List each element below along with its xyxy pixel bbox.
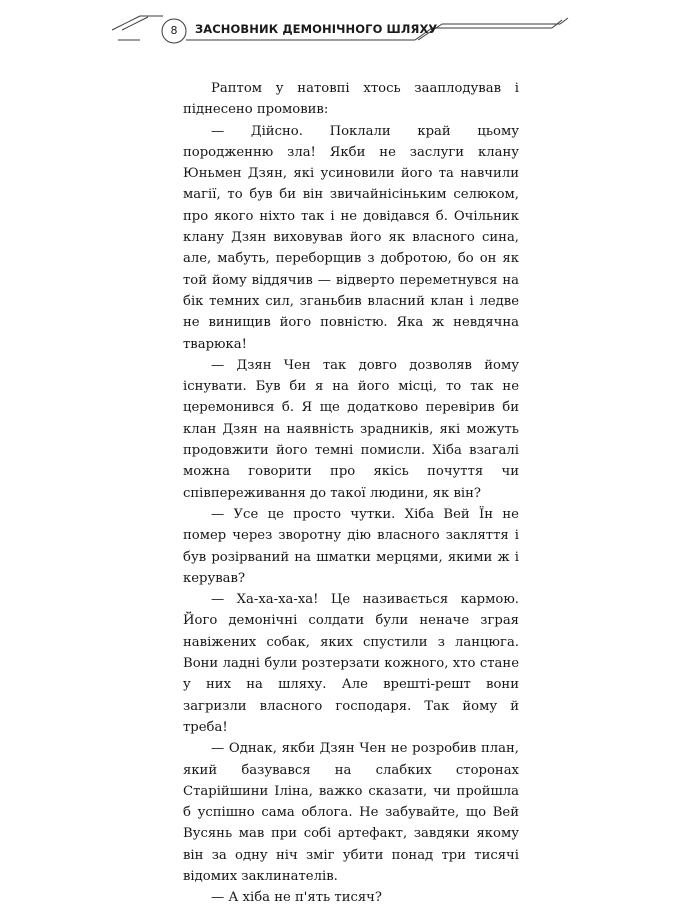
paragraph: — Дзян Чен так довго дозволяв йому існувати. Був би я на його місці, то так не церемонився б. Я ще додатково перевірив би клан Дзян на наявність зрадників, які можуть продовжити його темні помисли. Хіба взагалі можна говорити про якісь почуття чи співпереживання до такої людини, як він?	[183, 357, 519, 501]
paragraph: Раптом у натовпі хтось зааплодував і піднесено промовив:	[183, 81, 519, 118]
page-number: 8	[170, 24, 178, 37]
paragraph: — А хіба не п'ять тисяч?	[211, 890, 382, 906]
paragraph: — Ха-ха-ха-ха! Це називається кармою. Його демонічні солдати були неначе зграя навіжених собак, яких спустили з ланцюга. Вони ладні були розтерзати кожного, хто стане у них на шляху. Але врешті-решт вони загризли власного господаря. Так йому й треба!	[183, 592, 519, 735]
book-title: ЗАСНОВНИК ДЕМОНІЧНОГО ШЛЯХУ	[195, 22, 438, 36]
page-body	[183, 78, 519, 909]
paragraph: — Однак, якби Дзян Чен не розробив план, який базувався на слабких сторонах Старійшини Іліна, важко сказати, чи пройшла б успішно сама облога. Не забувайте, що Вей Вусянь мав при собі артефакт, завдяки якому він за одну ніч зміг убити понад три тисячі відомих заклинателів.	[183, 741, 519, 884]
paragraph: — Усе це просто чутки. Хіба Вей Їн не помер через зворотну дію власного закляття і був розірваний на шматки мерцями, якими ж і керував?	[183, 506, 519, 586]
paragraph: — Дійсно. Поклали край цьому породженню зла! Якби не заслуги клану Юньмен Дзян, які усиновили його та навчили магії, то був би він звичайнісіньким селюком, про якого ніхто так і не довідався б. Очільник клану Дзян виховував його як власного сина, але, мабуть, переборщив з добротою, бо он як той йому віддячив — відверто переметнувся на бік темних сил, зганьбив власний клан і ледве не винищив його повністю. Яка ж невдячна тварюка!	[183, 123, 519, 352]
